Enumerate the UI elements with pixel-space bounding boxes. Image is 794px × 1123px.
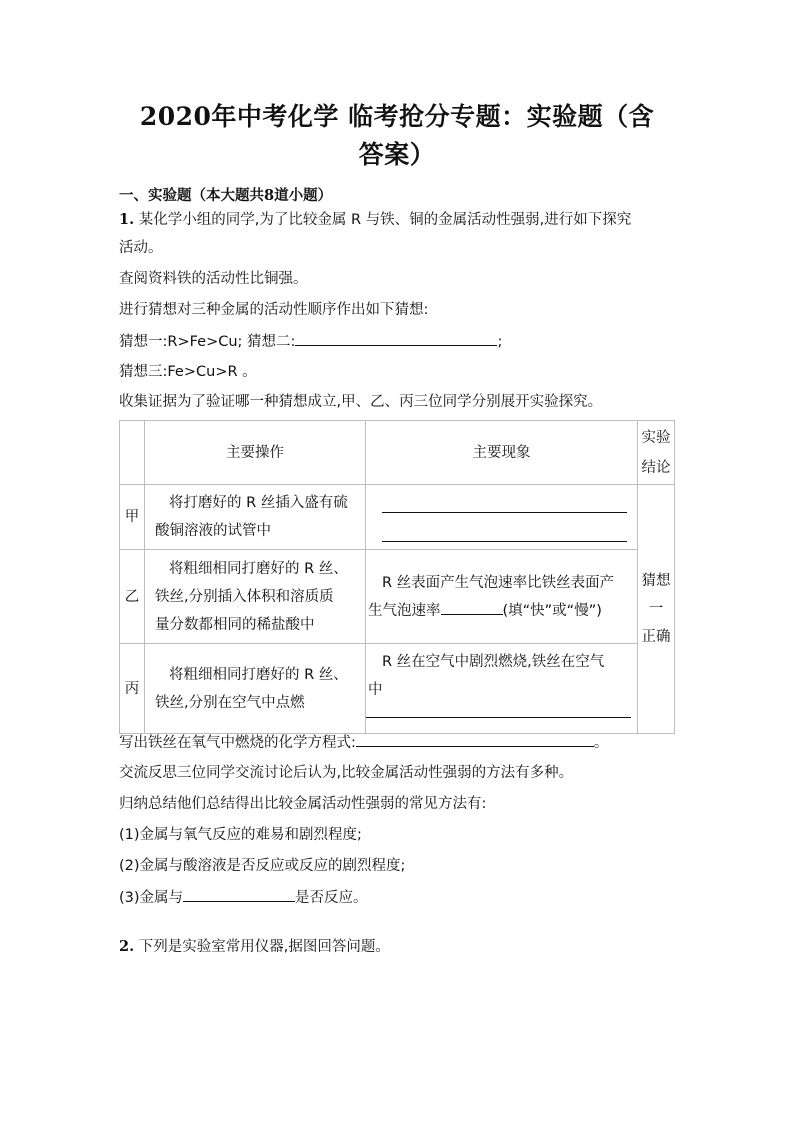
row-yi-phenomenon: [366, 550, 638, 644]
row-bing-op-line-2: 铁丝,分别在空气中点燃: [155, 694, 305, 711]
table-row: [120, 550, 675, 644]
q1-text-1: 某化学小组的同学,为了比较金属 R 与铁、铜的金属活动性强弱,进行如下探究: [138, 212, 632, 228]
conclusion-line-2: 一: [648, 601, 664, 617]
method-3-prefix: (3)金属与: [119, 890, 184, 906]
method-3-suffix: 是否反应。: [295, 890, 368, 906]
after-line-4: (1)金属与氧气反应的难易和剧烈程度;: [119, 827, 362, 843]
row-yi-operation: [145, 550, 366, 644]
row-label-jia: 甲: [120, 485, 145, 550]
equation-blank[interactable]: [356, 732, 594, 747]
row-yi-ph-line-1: R 丝表面产生气泡速率比铁丝表面产: [382, 574, 615, 591]
equation-end: 。: [593, 735, 609, 751]
equation-prompt: 写出铁丝在氧气中燃烧的化学方程式:: [119, 735, 356, 751]
q1-line-4: 进行猜想对三种金属的活动性顺序作出如下猜想:: [119, 302, 429, 318]
after-line-6: [119, 887, 368, 908]
q1-line-7: 收集证据为了验证哪一种猜想成立,甲、乙、丙三位同学分别展开实验探究。: [119, 394, 603, 410]
q2-line: [119, 937, 390, 957]
after-line-1: [119, 732, 608, 753]
row-yi-op-line-2: 铁丝,分别插入体积和溶质质: [155, 588, 334, 605]
conclusion-cell: [638, 485, 675, 734]
row-jia-answer-blank-1[interactable]: [382, 492, 627, 513]
row-jia-answer-blank-2[interactable]: [382, 521, 627, 542]
header-conclusion-line-2: 结论: [641, 459, 671, 476]
q1-line-2: 活动。: [119, 240, 163, 256]
row-bing-operation: [145, 644, 366, 734]
hypothesis-1: 猜想一:R>Fe>Cu;: [119, 334, 243, 350]
q2-text: 下列是实验室常用仪器,据图回答问题。: [138, 939, 390, 955]
row-jia-operation: [145, 485, 366, 550]
row-jia-op-line-1: 将打磨好的 R 丝插入盛有硫: [169, 495, 348, 511]
row-jia-phenomenon: [366, 485, 638, 550]
title-line-2: 答案）: [358, 140, 436, 169]
header-phenomenon: 主要现象: [366, 421, 638, 485]
row-bing-op-line-1: 将粗细相同打磨好的 R 丝、: [169, 666, 348, 683]
header-conclusion-line-1: 实验: [641, 429, 671, 446]
section-heading: 一、实验题（本大题共8道小题）: [119, 187, 333, 204]
hypothesis-2-label: 猜想二:: [247, 334, 296, 350]
header-conclusion: [638, 421, 675, 485]
conclusion-line-1: 猜想: [641, 573, 671, 589]
row-bing-ph-line-2: 中: [368, 682, 383, 698]
row-jia-op-line-2: 酸铜溶液的试管中: [155, 523, 271, 539]
hypothesis-2-end: ;: [497, 334, 503, 350]
document-title: [100, 98, 694, 174]
title-line-1: 2020年中考化学 临考抢分专题：实验题（含: [139, 102, 655, 131]
row-yi-ph-hint: (填“快”或“慢”): [502, 602, 602, 619]
after-line-5: (2)金属与酸溶液是否反应或反应的剧烈程度;: [119, 858, 406, 874]
row-bing-ph-line-1: R 丝在空气中剧烈燃烧,铁丝在空气: [382, 654, 605, 670]
table-header-row: [120, 421, 675, 485]
row-yi-op-line-3: 量分数都相同的稀盐酸中: [155, 616, 315, 633]
method-3-blank[interactable]: [183, 887, 295, 902]
q2-number: 2.: [119, 938, 135, 955]
row-yi-op-line-1: 将粗细相同打磨好的 R 丝、: [169, 560, 348, 577]
conclusion-line-3: 正确: [641, 629, 671, 645]
after-line-2: 交流反思三位同学交流讨论后认为,比较金属活动性强弱的方法有多种。: [119, 765, 574, 781]
experiment-table: [119, 420, 675, 734]
header-operation: 主要操作: [145, 421, 366, 485]
q1-line-6: 猜想三:Fe>Cu>R 。: [119, 364, 257, 380]
after-line-3: 归纳总结他们总结得出比较金属活动性强弱的常见方法有:: [119, 796, 487, 812]
q1-number: 1.: [119, 211, 135, 228]
q1-line-5: [119, 331, 502, 352]
hypothesis-2-blank[interactable]: [295, 331, 497, 346]
header-empty-cell: [120, 421, 145, 485]
speed-answer-blank[interactable]: [441, 600, 503, 615]
row-yi-ph-line-2: [368, 597, 631, 625]
table-row: [120, 644, 675, 734]
table-row: [120, 485, 675, 550]
row-yi-ph-text: 生气泡速率: [368, 602, 441, 619]
q1-line-3: 查阅资料铁的活动性比铜强。: [119, 271, 308, 287]
row-bing-answer-blank[interactable]: [366, 716, 631, 718]
row-label-yi: 乙: [120, 550, 145, 644]
row-label-bing: 丙: [120, 644, 145, 734]
q1-line-1: [119, 210, 631, 230]
row-bing-phenomenon: [366, 644, 638, 734]
